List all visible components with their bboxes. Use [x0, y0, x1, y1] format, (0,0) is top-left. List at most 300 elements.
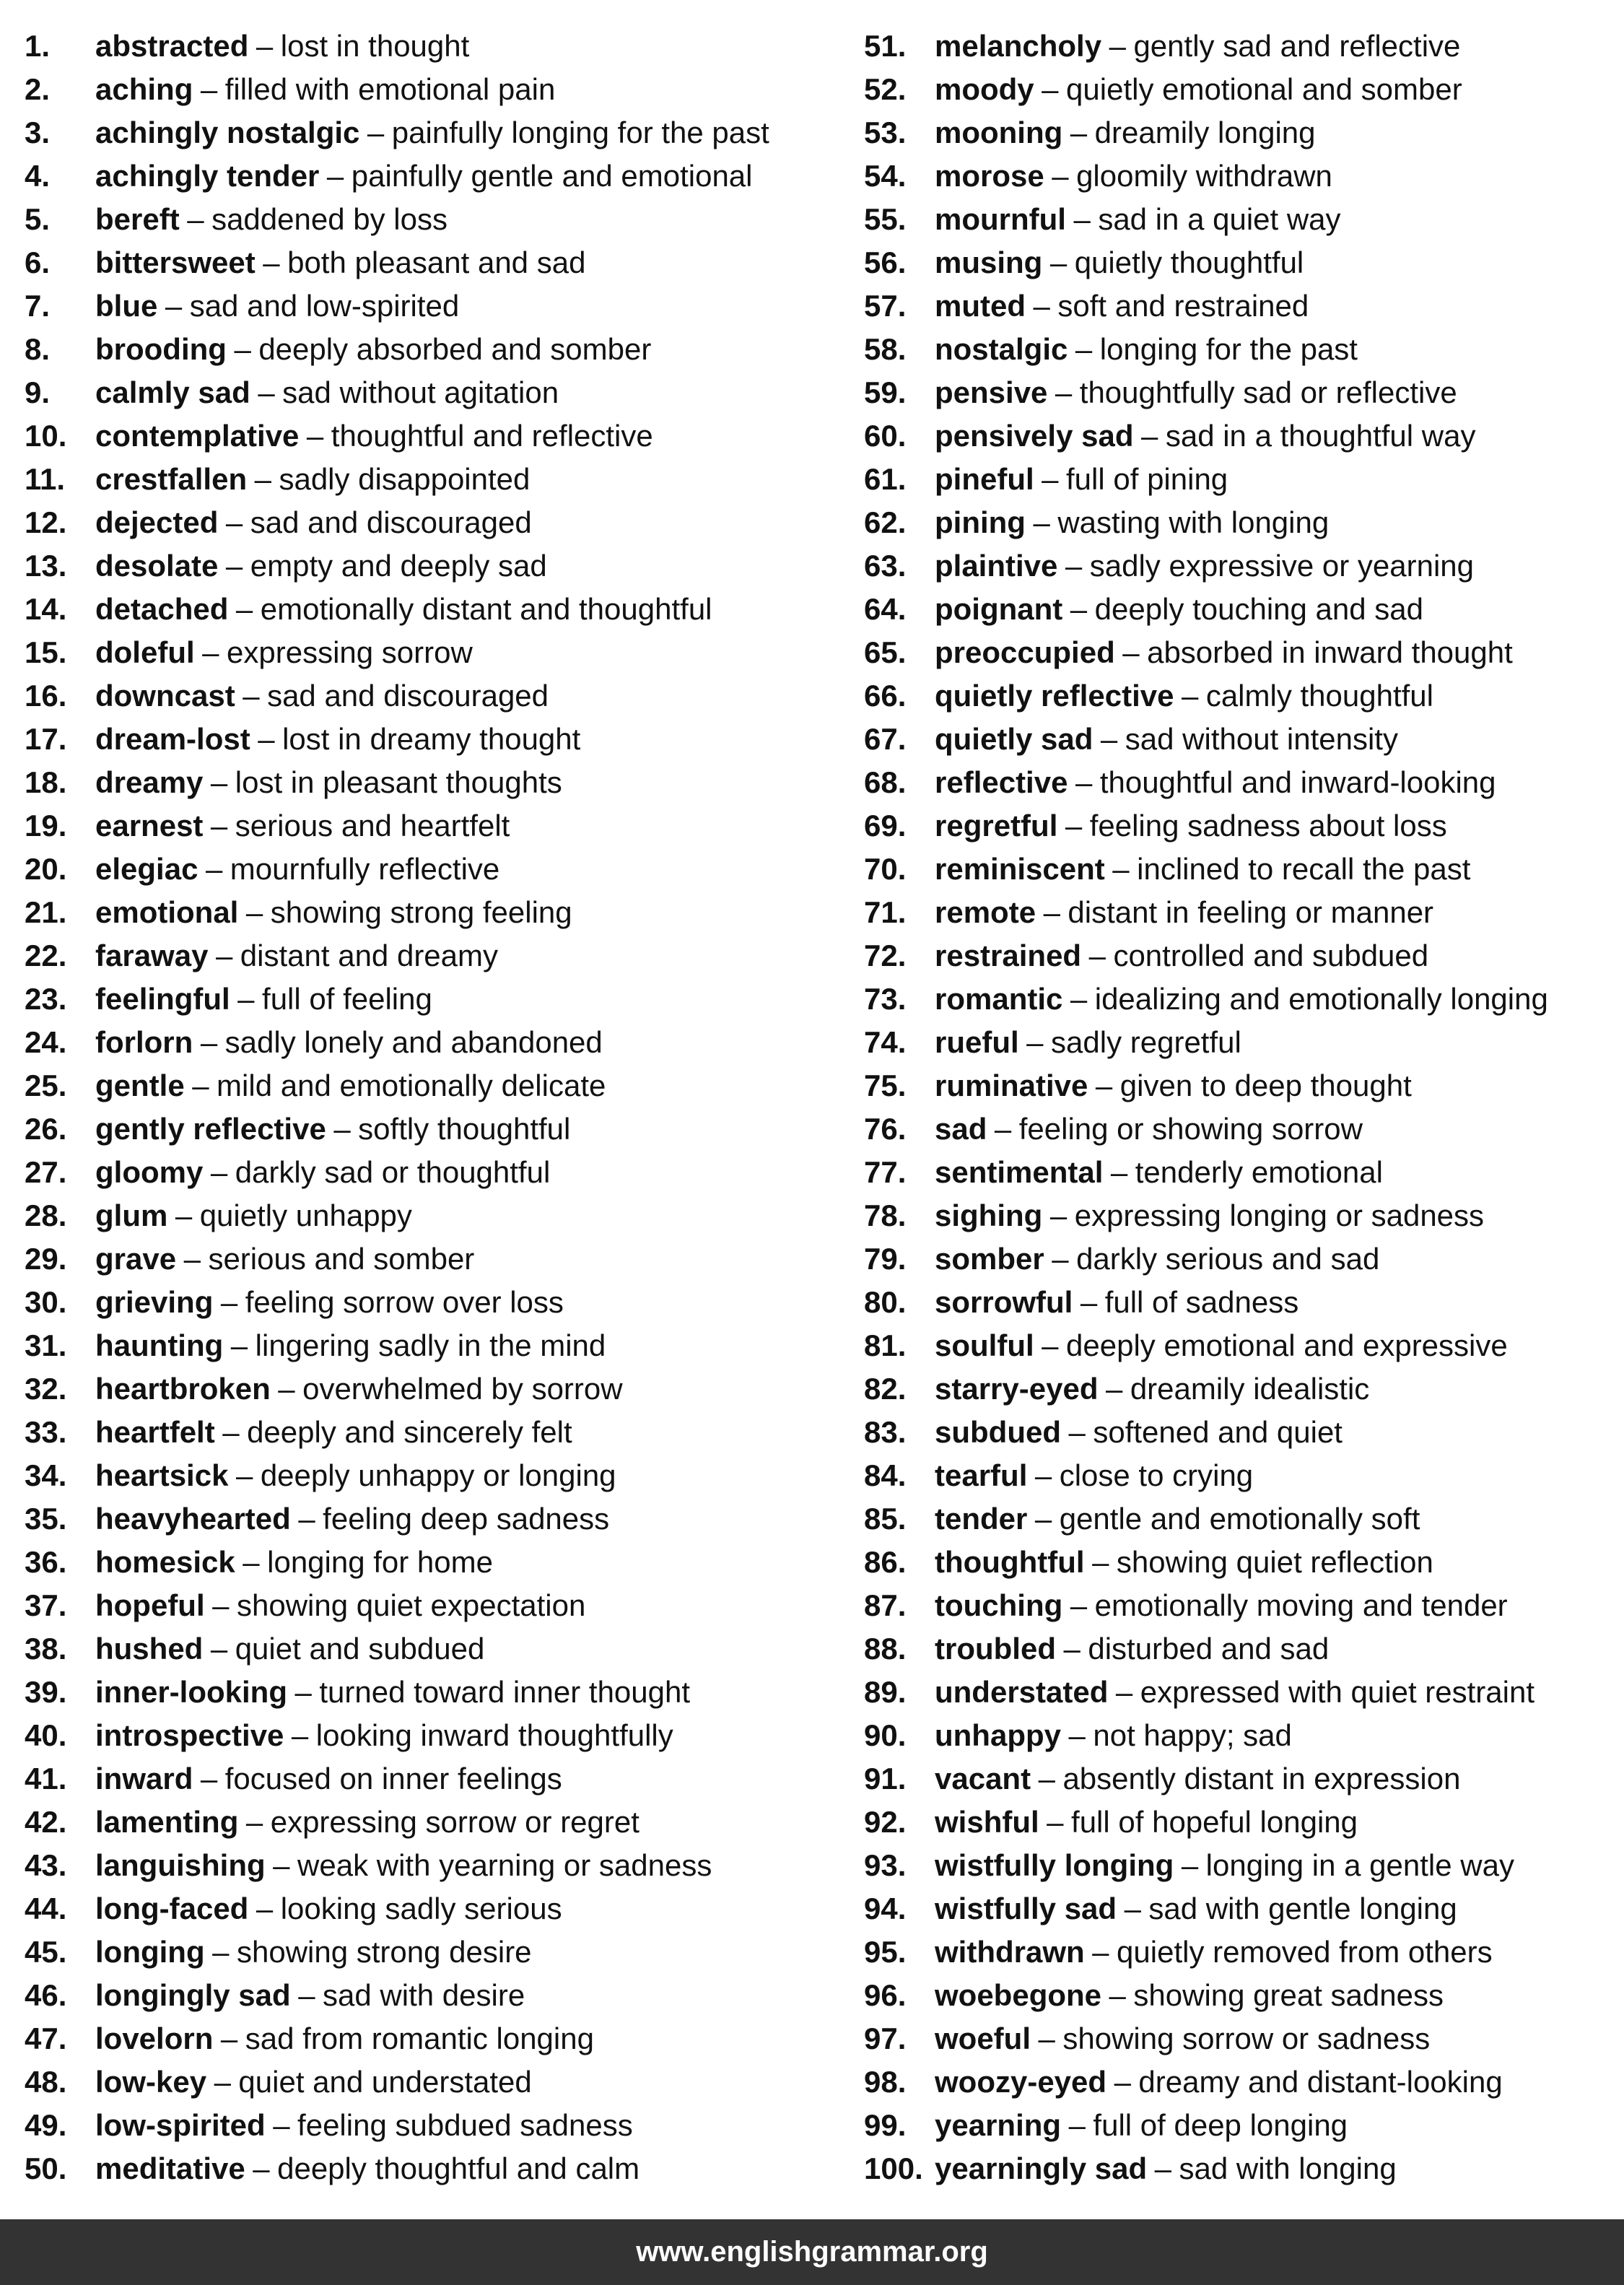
item-number: 20.: [25, 852, 67, 886]
item-definition: sad and discouraged: [267, 679, 549, 713]
item-definition: sad and discouraged: [250, 505, 532, 539]
word-list-item: [25, 1844, 833, 1887]
item-separator: –: [1140, 419, 1158, 453]
item-number: 56.: [864, 245, 907, 279]
item-number: 68.: [864, 765, 907, 799]
word-list-item: [864, 1194, 1615, 1237]
word-list-item: [864, 1497, 1615, 1541]
item-word: achingly tender: [95, 159, 320, 193]
item-definition: mild and emotionally delicate: [217, 1068, 606, 1102]
item-definition: sadly lonely and abandoned: [224, 1025, 603, 1059]
item-word: soulful: [935, 1328, 1034, 1362]
word-list-item: [25, 848, 833, 891]
item-definition: deeply thoughtful and calm: [277, 2151, 640, 2185]
item-word: downcast: [95, 679, 235, 713]
word-list-item: [864, 198, 1615, 241]
item-definition: showing strong desire: [236, 1935, 532, 1969]
word-list-item: [864, 1454, 1615, 1497]
item-number: 81.: [864, 1328, 907, 1362]
item-number: 19.: [25, 809, 67, 843]
item-definition: empty and deeply sad: [250, 549, 547, 583]
item-number: 39.: [25, 1675, 67, 1709]
item-word: wistfully sad: [935, 1892, 1117, 1925]
item-word: doleful: [95, 635, 195, 669]
word-list-item: [25, 674, 833, 718]
item-definition: sadly expressive or yearning: [1089, 549, 1475, 583]
item-number: 92.: [864, 1805, 907, 1839]
item-word: pensively sad: [935, 419, 1134, 453]
item-separator: –: [175, 1198, 193, 1232]
item-definition: focused on inner feelings: [224, 1762, 562, 1796]
word-list-item: [25, 1497, 833, 1541]
item-number: 28.: [25, 1198, 67, 1232]
word-list-item: [25, 1021, 833, 1064]
item-separator: –: [1100, 722, 1118, 756]
item-definition: full of deep longing: [1093, 2108, 1348, 2142]
item-definition: sad without intensity: [1125, 722, 1398, 756]
item-definition: gently sad and reflective: [1133, 29, 1461, 63]
word-list-item: [25, 891, 833, 934]
item-word: moody: [935, 72, 1034, 106]
word-list-item: [864, 328, 1615, 371]
item-definition: soft and restrained: [1057, 289, 1309, 323]
item-word: emotional: [95, 895, 239, 929]
item-word: gloomy: [95, 1155, 204, 1189]
item-definition: feeling or showing sorrow: [1018, 1112, 1363, 1146]
item-number: 25.: [25, 1068, 67, 1102]
item-definition: full of sadness: [1104, 1285, 1299, 1319]
word-list-item: [25, 198, 833, 241]
item-word: tearful: [935, 1458, 1028, 1492]
item-number: 65.: [864, 635, 907, 669]
item-number: 31.: [25, 1328, 67, 1362]
item-separator: –: [243, 1545, 260, 1579]
item-definition: looking inward thoughtfully: [315, 1718, 673, 1752]
item-separator: –: [212, 1935, 230, 1969]
item-word: desolate: [95, 549, 219, 583]
item-number: 61.: [864, 462, 907, 496]
item-separator: –: [258, 375, 275, 409]
item-word: woeful: [935, 2021, 1031, 2055]
item-definition: filled with emotional pain: [224, 72, 556, 106]
word-list-item: [25, 1627, 833, 1671]
item-separator: –: [1105, 1372, 1123, 1406]
item-separator: –: [183, 1242, 201, 1276]
item-number: 4.: [25, 159, 51, 193]
item-separator: –: [1052, 159, 1069, 193]
item-definition: emotionally moving and tender: [1094, 1588, 1508, 1622]
item-separator: –: [243, 679, 260, 713]
item-definition: saddened by loss: [211, 202, 448, 236]
item-word: hopeful: [95, 1588, 205, 1622]
word-list-item: [864, 501, 1615, 544]
item-definition: full of pining: [1066, 462, 1228, 496]
item-separator: –: [205, 852, 223, 886]
item-separator: –: [298, 1978, 315, 2012]
item-number: 41.: [25, 1762, 67, 1796]
item-separator: –: [273, 1848, 290, 1882]
word-list-item: [25, 458, 833, 501]
item-separator: –: [214, 2065, 231, 2099]
item-definition: sad with desire: [323, 1978, 525, 2012]
item-number: 59.: [864, 375, 907, 409]
item-separator: –: [298, 1502, 315, 1536]
item-definition: inclined to recall the past: [1137, 852, 1471, 886]
item-word: haunting: [95, 1328, 224, 1362]
item-number: 78.: [864, 1198, 907, 1232]
item-word: nostalgic: [935, 332, 1068, 366]
item-number: 47.: [25, 2021, 67, 2055]
item-word: reflective: [935, 765, 1068, 799]
item-word: tender: [935, 1502, 1028, 1536]
word-list-column-left: [25, 25, 833, 2190]
item-word: sighing: [935, 1198, 1043, 1232]
item-word: achingly nostalgic: [95, 116, 360, 149]
item-separator: –: [294, 1675, 312, 1709]
item-separator: –: [200, 1762, 218, 1796]
item-word: meditative: [95, 2151, 245, 2185]
word-list-item: [864, 241, 1615, 284]
item-number: 80.: [864, 1285, 907, 1319]
item-number: 7.: [25, 289, 51, 323]
item-number: 38.: [25, 1632, 67, 1666]
item-word: mooning: [935, 116, 1063, 149]
word-list-item: [25, 588, 833, 631]
item-word: detached: [95, 592, 229, 626]
item-number: 30.: [25, 1285, 67, 1319]
item-word: blue: [95, 289, 158, 323]
item-definition: sad without agitation: [282, 375, 559, 409]
item-word: dejected: [95, 505, 219, 539]
item-separator: –: [165, 289, 183, 323]
item-definition: not happy; sad: [1093, 1718, 1292, 1752]
item-number: 87.: [864, 1588, 907, 1622]
item-definition: longing for home: [267, 1545, 493, 1579]
item-separator: –: [220, 2021, 238, 2055]
item-separator: –: [273, 2108, 290, 2142]
item-separator: –: [1042, 1328, 1059, 1362]
item-number: 51.: [864, 29, 907, 63]
item-word: rueful: [935, 1025, 1019, 1059]
item-definition: dreamily longing: [1094, 116, 1316, 149]
item-number: 45.: [25, 1935, 67, 1969]
word-list-item: [25, 1974, 833, 2017]
item-number: 2.: [25, 72, 51, 106]
item-word: grieving: [95, 1285, 214, 1319]
item-word: thoughtful: [935, 1545, 1085, 1579]
item-number: 6.: [25, 245, 51, 279]
item-separator: –: [237, 982, 255, 1016]
item-definition: gentle and emotionally soft: [1059, 1502, 1420, 1536]
item-number: 50.: [25, 2151, 67, 2185]
item-separator: –: [1070, 1588, 1088, 1622]
item-word: mournful: [935, 202, 1066, 236]
item-separator: –: [225, 549, 243, 583]
item-definition: turned toward inner thought: [319, 1675, 691, 1709]
item-word: pining: [935, 505, 1026, 539]
item-number: 12.: [25, 505, 67, 539]
item-definition: painfully longing for the past: [391, 116, 769, 149]
item-definition: longing for the past: [1099, 332, 1358, 366]
item-definition: quiet and understated: [238, 2065, 532, 2099]
item-number: 96.: [864, 1978, 907, 2012]
word-list-item: [25, 1324, 833, 1367]
item-word: remote: [935, 895, 1036, 929]
item-definition: sad in a quiet way: [1098, 202, 1341, 236]
footer-website-link[interactable]: www.englishgrammar.org: [636, 2236, 988, 2268]
item-word: lamenting: [95, 1805, 239, 1839]
word-list-item: [864, 1844, 1615, 1887]
item-number: 36.: [25, 1545, 67, 1579]
item-number: 27.: [25, 1155, 67, 1189]
item-separator: –: [333, 1112, 351, 1146]
word-list-item: [25, 2017, 833, 2060]
item-number: 91.: [864, 1762, 907, 1796]
item-separator: –: [1075, 765, 1093, 799]
item-word: hushed: [95, 1632, 204, 1666]
item-number: 11.: [25, 462, 66, 496]
item-definition: quietly removed from others: [1117, 1935, 1493, 1969]
word-list-item: [864, 1671, 1615, 1714]
item-number: 73.: [864, 982, 907, 1016]
item-word: withdrawn: [935, 1935, 1085, 1969]
word-list-item: [25, 1107, 833, 1151]
word-list-item: [864, 1367, 1615, 1411]
item-separator: –: [1065, 809, 1083, 843]
item-separator: –: [192, 1068, 209, 1102]
item-number: 46.: [25, 1978, 67, 2012]
item-number: 3.: [25, 116, 51, 149]
item-separator: –: [1154, 2151, 1171, 2185]
item-word: woebegone: [935, 1978, 1102, 2012]
footer-bar: [0, 2219, 1624, 2285]
item-word: faraway: [95, 939, 209, 972]
item-definition: showing quiet expectation: [237, 1588, 586, 1622]
item-definition: showing quiet reflection: [1116, 1545, 1433, 1579]
item-separator: –: [1109, 29, 1126, 63]
item-number: 15.: [25, 635, 67, 669]
word-list-item: [25, 501, 833, 544]
item-separator: –: [200, 72, 218, 106]
item-separator: –: [367, 116, 385, 149]
word-list-item: [25, 328, 833, 371]
item-definition: sad with longing: [1179, 2151, 1397, 2185]
item-separator: –: [1042, 462, 1059, 496]
item-separator: –: [230, 1328, 248, 1362]
item-definition: lost in thought: [280, 29, 470, 63]
item-separator: –: [1092, 1935, 1109, 1969]
item-word: subdued: [935, 1415, 1061, 1449]
item-separator: –: [253, 2151, 270, 2185]
item-separator: –: [1124, 1892, 1141, 1925]
item-separator: –: [1109, 1978, 1126, 2012]
word-list-item: [25, 1411, 833, 1454]
item-definition: showing strong feeling: [270, 895, 572, 929]
item-word: wistfully longing: [935, 1848, 1174, 1882]
item-word: longingly sad: [95, 1978, 291, 2012]
word-list-column-right: [864, 25, 1615, 2190]
item-number: 89.: [864, 1675, 907, 1709]
item-separator: –: [235, 592, 253, 626]
item-number: 44.: [25, 1892, 67, 1925]
item-number: 1.: [25, 29, 51, 63]
item-separator: –: [258, 722, 275, 756]
word-list-item: [25, 1584, 833, 1627]
item-definition: darkly sad or thoughtful: [235, 1155, 551, 1189]
item-definition: dreamily idealistic: [1130, 1372, 1370, 1406]
word-list-item: [25, 718, 833, 761]
word-list-item: [25, 1541, 833, 1584]
word-list-item: [864, 1237, 1615, 1281]
word-list-item: [25, 1281, 833, 1324]
word-list-item: [25, 414, 833, 458]
item-word: touching: [935, 1588, 1063, 1622]
item-definition: expressing sorrow or regret: [270, 1805, 639, 1839]
word-list-item: [25, 68, 833, 111]
word-list-item: [864, 1887, 1615, 1931]
item-word: long-faced: [95, 1892, 249, 1925]
item-separator: –: [263, 245, 280, 279]
word-list-item: [864, 588, 1615, 631]
item-separator: –: [1033, 289, 1050, 323]
item-definition: full of hopeful longing: [1071, 1805, 1358, 1839]
item-separator: –: [1034, 1502, 1052, 1536]
item-number: 37.: [25, 1588, 67, 1622]
item-word: forlorn: [95, 1025, 193, 1059]
word-list-item: [864, 848, 1615, 891]
item-number: 82.: [864, 1372, 907, 1406]
word-list-item: [864, 1627, 1615, 1671]
item-number: 17.: [25, 722, 67, 756]
item-separator: –: [1034, 1458, 1052, 1492]
item-separator: –: [225, 505, 243, 539]
item-number: 22.: [25, 939, 67, 972]
word-list-item: [864, 2104, 1615, 2147]
item-word: wishful: [935, 1805, 1039, 1839]
item-definition: tenderly emotional: [1135, 1155, 1383, 1189]
item-word: pineful: [935, 462, 1034, 496]
item-word: dream-lost: [95, 722, 250, 756]
item-number: 100.: [864, 2151, 923, 2185]
item-separator: –: [234, 332, 251, 366]
item-definition: longing in a gentle way: [1205, 1848, 1514, 1882]
item-number: 18.: [25, 765, 67, 799]
item-separator: –: [215, 939, 233, 972]
item-separator: –: [235, 1458, 253, 1492]
item-word: sorrowful: [935, 1285, 1073, 1319]
item-number: 14.: [25, 592, 67, 626]
item-number: 71.: [864, 895, 907, 929]
item-word: longing: [95, 1935, 205, 1969]
item-number: 29.: [25, 1242, 67, 1276]
item-word: musing: [935, 245, 1043, 279]
item-definition: showing great sadness: [1133, 1978, 1444, 2012]
item-separator: –: [1043, 895, 1060, 929]
item-word: inner-looking: [95, 1675, 287, 1709]
item-number: 67.: [864, 722, 907, 756]
item-separator: –: [1110, 1155, 1128, 1189]
item-word: melancholy: [935, 29, 1102, 63]
item-definition: full of feeling: [262, 982, 432, 1016]
word-list-item: [25, 25, 833, 68]
item-definition: lost in pleasant thoughts: [235, 765, 562, 799]
item-definition: disturbed and sad: [1088, 1632, 1330, 1666]
word-list-item: [864, 1281, 1615, 1324]
word-list-item: [864, 2147, 1615, 2190]
word-list-item: [25, 241, 833, 284]
word-list-item: [864, 68, 1615, 111]
item-separator: –: [1038, 1762, 1055, 1796]
item-word: heartfelt: [95, 1415, 215, 1449]
item-number: 53.: [864, 116, 907, 149]
word-list-item: [864, 1107, 1615, 1151]
item-number: 90.: [864, 1718, 907, 1752]
item-word: glum: [95, 1198, 168, 1232]
item-number: 63.: [864, 549, 907, 583]
item-separator: –: [1063, 1632, 1081, 1666]
item-separator: –: [1038, 2021, 1055, 2055]
item-number: 9.: [25, 375, 51, 409]
item-definition: feeling subdued sadness: [297, 2108, 633, 2142]
item-definition: close to crying: [1059, 1458, 1254, 1492]
word-list-item: [25, 284, 833, 328]
item-separator: –: [210, 1632, 228, 1666]
item-word: unhappy: [935, 1718, 1061, 1752]
word-list-item: [864, 978, 1615, 1021]
item-definition: calmly thoughtful: [1205, 679, 1433, 713]
item-number: 5.: [25, 202, 51, 236]
item-definition: deeply unhappy or longing: [260, 1458, 616, 1492]
item-definition: lost in dreamy thought: [282, 722, 581, 756]
item-word: sad: [935, 1112, 987, 1146]
item-definition: quietly thoughtful: [1074, 245, 1304, 279]
item-number: 54.: [864, 159, 907, 193]
item-separator: –: [1070, 592, 1088, 626]
word-list-item: [864, 414, 1615, 458]
word-list-item: [25, 1237, 833, 1281]
item-number: 48.: [25, 2065, 67, 2099]
item-separator: –: [1033, 505, 1050, 539]
item-definition: softly thoughtful: [358, 1112, 571, 1146]
word-list-item: [25, 2060, 833, 2104]
word-list-item: [864, 804, 1615, 848]
word-list-item: [864, 1801, 1615, 1844]
item-number: 40.: [25, 1718, 67, 1752]
item-word: quietly reflective: [935, 679, 1174, 713]
word-list-item: [25, 2147, 833, 2190]
item-definition: feeling deep sadness: [323, 1502, 610, 1536]
item-word: abstracted: [95, 29, 249, 63]
word-list-item: [864, 1714, 1615, 1757]
item-number: 24.: [25, 1025, 67, 1059]
item-word: aching: [95, 72, 193, 106]
item-number: 35.: [25, 1502, 67, 1536]
item-word: languishing: [95, 1848, 266, 1882]
item-number: 26.: [25, 1112, 67, 1146]
item-definition: gloomily withdrawn: [1076, 159, 1332, 193]
word-list-item: [864, 1064, 1615, 1107]
item-number: 70.: [864, 852, 907, 886]
word-list-item: [864, 154, 1615, 198]
item-definition: sadly disappointed: [279, 462, 531, 496]
item-definition: feeling sadness about loss: [1089, 809, 1447, 843]
item-number: 76.: [864, 1112, 907, 1146]
item-number: 10.: [25, 419, 67, 453]
word-list-item: [25, 1454, 833, 1497]
word-list-item: [25, 1194, 833, 1237]
item-separator: –: [1181, 679, 1199, 713]
word-list-item: [864, 2060, 1615, 2104]
